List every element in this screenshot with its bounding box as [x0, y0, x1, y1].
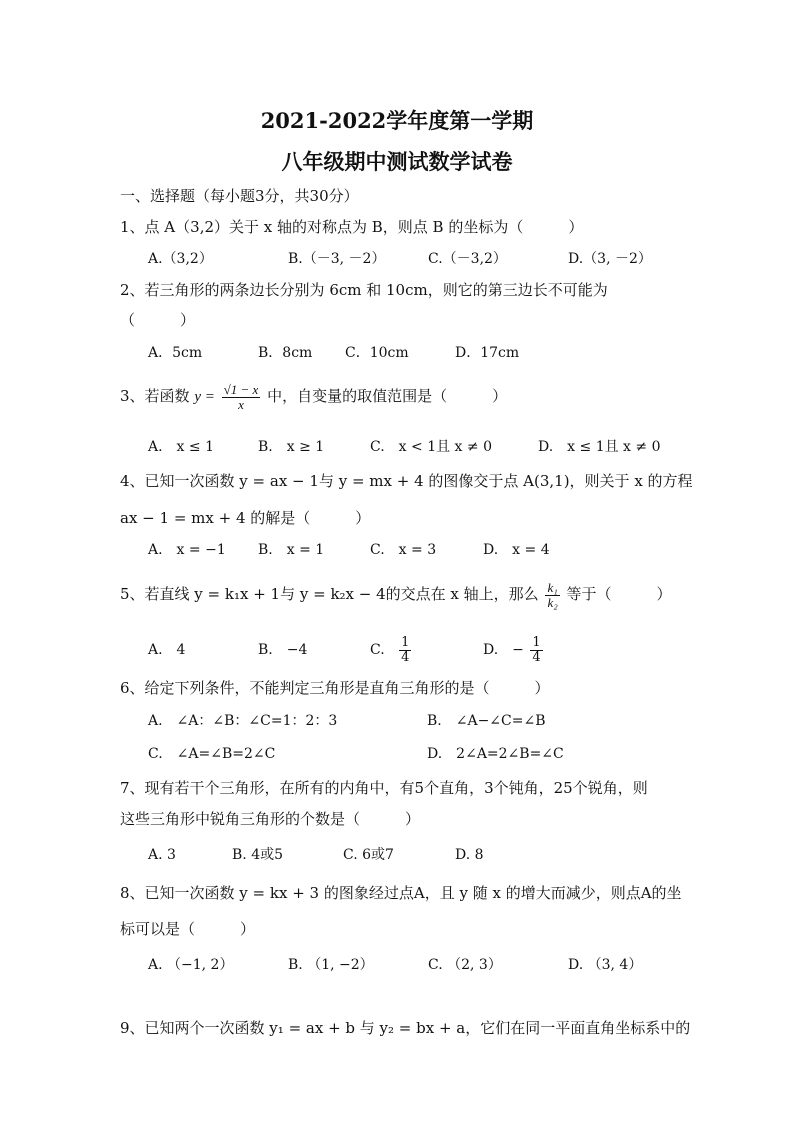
question-6-option-d: D. 2∠A=2∠B=∠C: [427, 746, 564, 762]
question-3-option-d: D. x ≤ 1且 x ≠ 0: [538, 439, 661, 455]
question-2-option-d: D．17cm: [455, 345, 520, 361]
question-5-option-b: B. −4: [258, 642, 308, 658]
question-7-stem-line2: 这些三角形中锐角三角形的个数是（ ）: [120, 810, 421, 828]
question-5-option-a: A. 4: [148, 642, 186, 658]
exam-title-line2: 八年级期中测试数学试卷: [281, 149, 513, 174]
question-7-stem-line1: 7、现有若干个三角形，在所有的内角中，有5个直角，3个钝角，25个锐角，则: [120, 779, 648, 797]
question-6-option-a: A. ∠A：∠B：∠C=1：2：3: [148, 713, 338, 729]
question-3-suffix: 中，自变量的取值范围是（ ）: [267, 387, 508, 405]
question-4-option-b: B. x = 1: [258, 542, 325, 558]
question-5-option-d-numerator: 1: [532, 634, 541, 650]
question-2-option-c: C．10cm: [345, 345, 409, 361]
question-2-option-b: B．8cm: [258, 345, 313, 361]
question-1-option-a: A.（3,2）: [148, 251, 213, 267]
question-7-option-b: B. 4或5: [232, 847, 284, 863]
question-4-option-c: C. x = 3: [370, 542, 437, 558]
question-4-option-d: D. x = 4: [483, 542, 550, 558]
question-5-stem: [120, 574, 672, 614]
question-5-option-d-label: D. −: [483, 642, 524, 658]
question-5-option-d-denominator: 4: [532, 649, 541, 665]
question-5-option-c-numerator: 1: [401, 634, 410, 650]
question-7-option-d: D. 8: [455, 847, 484, 863]
question-6-option-b: B. ∠A−∠C=∠B: [427, 713, 546, 729]
exam-title-line1: 2021-2022学年度第一学期: [260, 108, 534, 133]
question-5-option-d-fraction: [530, 636, 542, 664]
question-2-option-a: A．5cm: [148, 345, 203, 361]
question-8-option-d: D. （3, 4）: [568, 957, 643, 973]
question-1-option-d: D.（3, －2）: [568, 251, 652, 267]
question-5-prefix: 5、若直线 y = k₁x + 1与 y = k₂x − 4的交点在 x 轴上，那么: [120, 585, 539, 603]
question-2-stem-line1: 2、若三角形的两条边长分别为 6cm 和 10cm，则它的第三边长不可能为: [120, 281, 608, 299]
question-6-option-c: C. ∠A=∠B=2∠C: [148, 746, 276, 762]
question-3-prefix: 3、若函数: [120, 387, 190, 405]
question-3-option-b: B. x ≥ 1: [258, 439, 325, 455]
question-5-suffix: 等于（ ）: [566, 585, 672, 603]
question-9-stem-line1: 9、已知两个一次函数 y₁ = ax + b 与 y₂ = bx + a，它们在同一平面直角坐标系中的: [120, 1019, 691, 1037]
question-5-option-d: [483, 628, 545, 672]
question-7-option-c: C. 6或7: [343, 847, 394, 863]
question-2-stem-line2: （ ）: [120, 311, 196, 329]
question-5-option-c: [370, 628, 413, 672]
question-4-stem-line1: 4、已知一次函数 y = ax − 1与 y = mx + 4 的图像交于点 A(3,1)，则关于 x 的方程: [120, 472, 693, 490]
question-5-fraction-denominator: k₂: [547, 594, 558, 610]
question-3-function-lhs: y =: [194, 389, 215, 405]
question-5-option-c-denominator: 4: [401, 649, 410, 665]
question-7-option-a: A. 3: [148, 847, 176, 863]
question-3-option-c: C. x < 1且 x ≠ 0: [370, 439, 492, 455]
question-3-fraction-numerator: √1 − x: [223, 381, 259, 397]
question-1-stem: 1、点 A（3,2）关于 x 轴的对称点为 B，则点 B 的坐标为（ ）: [120, 218, 584, 236]
question-6-stem: 6、给定下列条件，不能判定三角形是直角三角形的是（ ）: [120, 679, 550, 697]
question-3-stem: [120, 376, 507, 417]
question-3-option-a: A. x ≤ 1: [148, 439, 214, 455]
question-4-option-a: A. x = −1: [148, 542, 226, 558]
question-1-option-c: C.（－3,2）: [428, 251, 507, 267]
section-heading: 一、选择题（每小题3分，共30分）: [120, 187, 359, 205]
question-3-fraction: [222, 383, 261, 411]
question-1-option-b: B.（－3, －2）: [288, 251, 386, 267]
question-8-stem-line2: 标可以是（ ）: [120, 920, 256, 938]
question-8-option-b: B. （1, −2）: [288, 957, 374, 973]
question-5-fraction: [545, 581, 559, 609]
question-5-option-c-fraction: [399, 636, 411, 664]
question-5-option-c-label: C.: [370, 642, 385, 658]
question-8-option-c: C. （2, 3）: [428, 957, 502, 973]
question-3-fraction-denominator: x: [238, 396, 244, 412]
question-8-stem-line1: 8、已知一次函数 y = kx + 3 的图象经过点A，且 y 随 x 的增大而减少，则点A的坐: [120, 884, 682, 902]
question-4-stem-line2: ax − 1 = mx + 4 的解是（ ）: [120, 509, 371, 527]
question-5-fraction-numerator: k₁: [547, 579, 558, 595]
question-8-option-a: A. （−1, 2）: [148, 957, 234, 973]
